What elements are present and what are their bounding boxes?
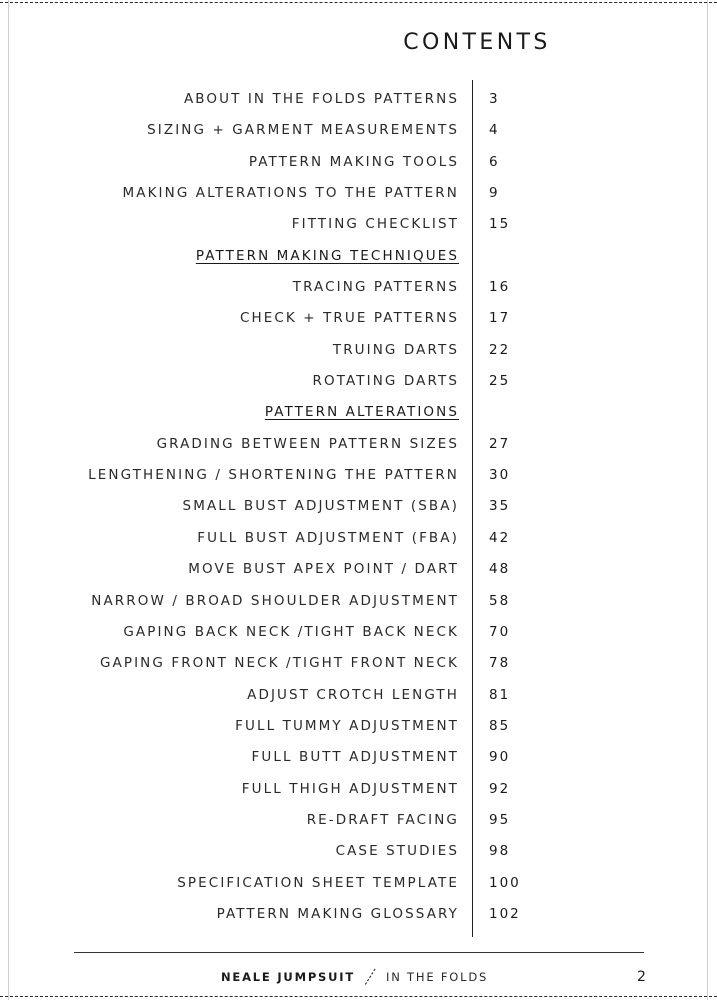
toc-entry-page-number: 16 bbox=[489, 279, 511, 296]
toc-entry-page-number: 3 bbox=[489, 91, 500, 107]
table-of-contents bbox=[0, 83, 717, 929]
toc-entry-label: MOVE BUST APEX POINT / DART bbox=[188, 561, 459, 578]
page-title: CONTENTS bbox=[403, 30, 551, 55]
toc-entry-page-number: 98 bbox=[489, 843, 511, 860]
toc-entry[interactable] bbox=[0, 334, 717, 365]
toc-entry-page-number: 25 bbox=[489, 373, 511, 390]
toc-entry-page-number: 85 bbox=[489, 717, 511, 734]
toc-entry-page-number: 30 bbox=[489, 467, 511, 484]
toc-entry-page-number: 70 bbox=[489, 623, 511, 640]
toc-entry-label: RE-DRAFT FACING bbox=[306, 811, 459, 828]
toc-entry-page-number: 90 bbox=[489, 749, 511, 766]
toc-entry-label: FITTING CHECKLIST bbox=[291, 216, 459, 233]
toc-entry[interactable] bbox=[0, 302, 717, 333]
toc-entry[interactable] bbox=[0, 490, 717, 521]
dashed-slash-icon bbox=[363, 967, 377, 987]
toc-section-label: PATTERN ALTERATIONS bbox=[264, 404, 459, 421]
toc-entry-label: ADJUST CROTCH LENGTH bbox=[247, 686, 459, 703]
toc-entry-label: GAPING FRONT NECK /TIGHT FRONT NECK bbox=[99, 655, 459, 672]
toc-entry[interactable] bbox=[0, 208, 717, 239]
toc-entry-label: ROTATING DARTS bbox=[312, 373, 459, 390]
footer-document-title: NEALE JUMPSUIT bbox=[220, 970, 355, 984]
toc-entry-page-number: 42 bbox=[489, 529, 511, 546]
toc-entry[interactable] bbox=[0, 146, 717, 177]
toc-entry-page-number: 102 bbox=[489, 905, 521, 922]
toc-entry-label: TRUING DARTS bbox=[332, 341, 459, 358]
toc-entry[interactable] bbox=[0, 114, 717, 145]
toc-entry-label: SPECIFICATION SHEET TEMPLATE bbox=[177, 874, 459, 891]
toc-entry[interactable] bbox=[0, 428, 717, 459]
toc-entry[interactable] bbox=[0, 835, 717, 866]
toc-entry-page-number: 81 bbox=[489, 686, 511, 703]
toc-entry-page-number: 48 bbox=[489, 561, 511, 578]
toc-entry[interactable] bbox=[0, 898, 717, 929]
toc-entry-label: FULL BUST ADJUSTMENT (FBA) bbox=[197, 529, 459, 546]
toc-entry[interactable] bbox=[0, 647, 717, 678]
toc-entry-page-number: 78 bbox=[489, 655, 511, 672]
toc-entry-label: FULL BUTT ADJUSTMENT bbox=[251, 749, 459, 766]
toc-entry-page-number: 15 bbox=[489, 216, 511, 233]
toc-entry-page-number: 4 bbox=[489, 122, 500, 139]
footer-rule bbox=[74, 952, 644, 953]
toc-entry[interactable] bbox=[0, 365, 717, 396]
toc-entry-page-number: 95 bbox=[489, 811, 511, 828]
toc-entry-label: SMALL BUST ADJUSTMENT (SBA) bbox=[182, 498, 459, 515]
toc-entry-label: PATTERN MAKING GLOSSARY bbox=[216, 905, 459, 922]
toc-entry[interactable] bbox=[0, 773, 717, 804]
toc-entry[interactable] bbox=[0, 459, 717, 490]
toc-entry[interactable] bbox=[0, 741, 717, 772]
toc-entry-label: GAPING BACK NECK /TIGHT BACK NECK bbox=[123, 623, 459, 640]
toc-entry[interactable] bbox=[0, 553, 717, 584]
toc-entry[interactable] bbox=[0, 679, 717, 710]
toc-entry[interactable] bbox=[0, 804, 717, 835]
toc-entry[interactable] bbox=[0, 867, 717, 898]
toc-entry-label: FULL THIGH ADJUSTMENT bbox=[241, 780, 459, 797]
toc-entry[interactable] bbox=[0, 271, 717, 302]
toc-entry[interactable] bbox=[0, 177, 717, 208]
bottom-dashed-border bbox=[0, 996, 717, 997]
page-footer bbox=[0, 970, 717, 988]
toc-entry[interactable] bbox=[0, 585, 717, 616]
toc-entry-label: TRACING PATTERNS bbox=[292, 279, 459, 296]
toc-entry-label: SIZING + GARMENT MEASUREMENTS bbox=[147, 122, 459, 139]
toc-entry-label: CHECK + TRUE PATTERNS bbox=[239, 310, 459, 327]
toc-entry[interactable] bbox=[0, 522, 717, 553]
toc-entry-page-number: 27 bbox=[489, 435, 511, 452]
toc-entry[interactable] bbox=[0, 83, 717, 114]
toc-section-heading bbox=[0, 396, 717, 427]
toc-section-heading bbox=[0, 240, 717, 271]
toc-entry[interactable] bbox=[0, 616, 717, 647]
toc-entry-page-number: 92 bbox=[489, 780, 511, 797]
toc-entry-label: CASE STUDIES bbox=[335, 843, 459, 860]
toc-entry-label: PATTERN MAKING TOOLS bbox=[248, 153, 459, 170]
toc-section-label: PATTERN MAKING TECHNIQUES bbox=[195, 247, 459, 264]
toc-entry-page-number: 17 bbox=[489, 310, 511, 327]
toc-entry-page-number: 58 bbox=[489, 592, 511, 609]
toc-entry-label: NARROW / BROAD SHOULDER ADJUSTMENT bbox=[91, 592, 459, 609]
toc-entry-label: LENGTHENING / SHORTENING THE PATTERN bbox=[88, 467, 459, 484]
toc-entry-label: GRADING BETWEEN PATTERN SIZES bbox=[156, 435, 459, 452]
footer-brand: IN THE FOLDS bbox=[386, 970, 489, 984]
footer-page-number: 2 bbox=[637, 969, 646, 985]
toc-entry-page-number: 22 bbox=[489, 341, 511, 358]
toc-entry-page-number: 6 bbox=[489, 153, 500, 170]
toc-entry-label: ABOUT IN THE FOLDS PATTERNS bbox=[183, 91, 459, 107]
top-dashed-border bbox=[0, 2, 717, 3]
toc-entry-page-number: 100 bbox=[489, 874, 521, 891]
toc-entry[interactable] bbox=[0, 710, 717, 741]
toc-entry-label: FULL TUMMY ADJUSTMENT bbox=[235, 717, 459, 734]
toc-entry-page-number: 9 bbox=[489, 185, 500, 202]
toc-entry-label: MAKING ALTERATIONS TO THE PATTERN bbox=[122, 185, 459, 202]
toc-entry-page-number: 35 bbox=[489, 498, 511, 515]
